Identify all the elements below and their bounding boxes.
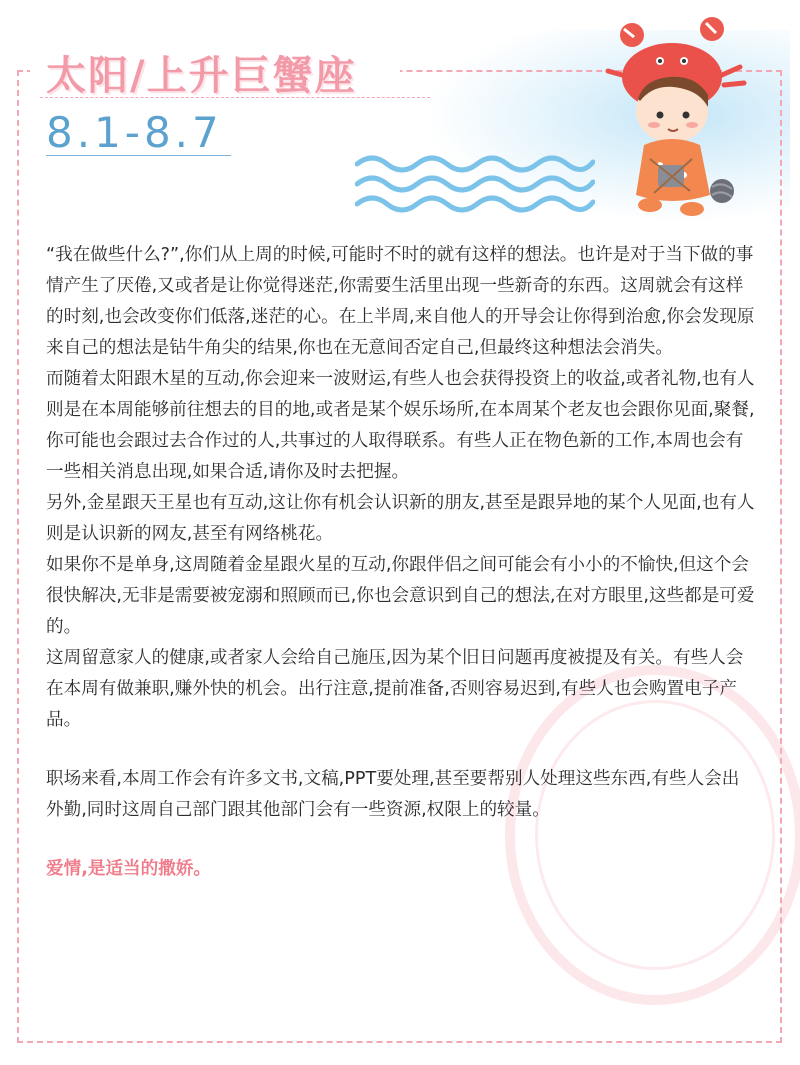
paragraph-love: 爱情,是适当的撒娇。 <box>46 859 212 879</box>
paragraph-fortune: 而随着太阳跟木星的互动,你会迎来一波财运,有些人也会获得投资上的收益,或者礼物,也有人则是在本周能够前往想去的目的地,或者是某个娱乐场所,在本周某个老友也会跟你见面,聚餐,你可能也会跟过去合作过的人,共事过的人取得联系。有些人正在物色新的工作,本周也会有一些相关消息出现,如果合适,请你及时去把握。 <box>46 369 755 482</box>
title-divider <box>40 97 430 98</box>
date-range: 8.1-8.7 <box>46 108 223 157</box>
date-divider <box>46 155 231 156</box>
wave-lines-icon <box>355 148 595 218</box>
spacer <box>46 736 756 764</box>
paragraph-family: 这周留意家人的健康,或者家人会给自己施压,因为某个旧日问题再度被提及有关。有些人会在本周有做兼职,赚外快的机会。出行注意,提前准备,否则容易迟到,有些人也会购置电子产品。 <box>46 648 744 730</box>
crab-hat-knitting-child-icon <box>600 15 760 225</box>
paragraph-career: 职场来看,本周工作会有许多文书,文稿,PPT要处理,甚至要帮别人处理这些东西,有些人会出外勤,同时这周自己部门跟其他部门会有一些资源,权限上的较量。 <box>46 769 740 820</box>
page-title: 太阳/上升巨蟹座 <box>46 53 357 99</box>
paragraph-friends: 另外,金星跟天王星也有互动,这让你有机会认识新的朋友,甚至是跟异地的某个人见面,也有人则是认识新的网友,甚至有网络桃花。 <box>46 493 755 544</box>
paragraph-intro: “我在做些什么?”,你们从上周的时候,可能时不时的就有这样的想法。也许是对于当下做的事情产生了厌倦,又或者是让你觉得迷茫,你需要生活里出现一些新奇的东西。这周就会有这样的时刻,也会改变你们低落,迷茫的心。在上半周,来自他人的开导会让你得到治愈,你会发现原来自己的想法是钻牛角尖的结果,你也在无意间否定自己,但最终这种想法会消失。 <box>46 245 755 358</box>
spacer <box>46 826 756 854</box>
paragraph-relationship: 如果你不是单身,这周随着金星跟火星的互动,你跟伴侣之间可能会有小小的不愉快,但这个会很快解决,无非是需要被宠溺和照顾而已,你也会意识到自己的想法,在对方眼里,这些都是可爱的。 <box>46 555 755 637</box>
article-body <box>46 240 756 885</box>
